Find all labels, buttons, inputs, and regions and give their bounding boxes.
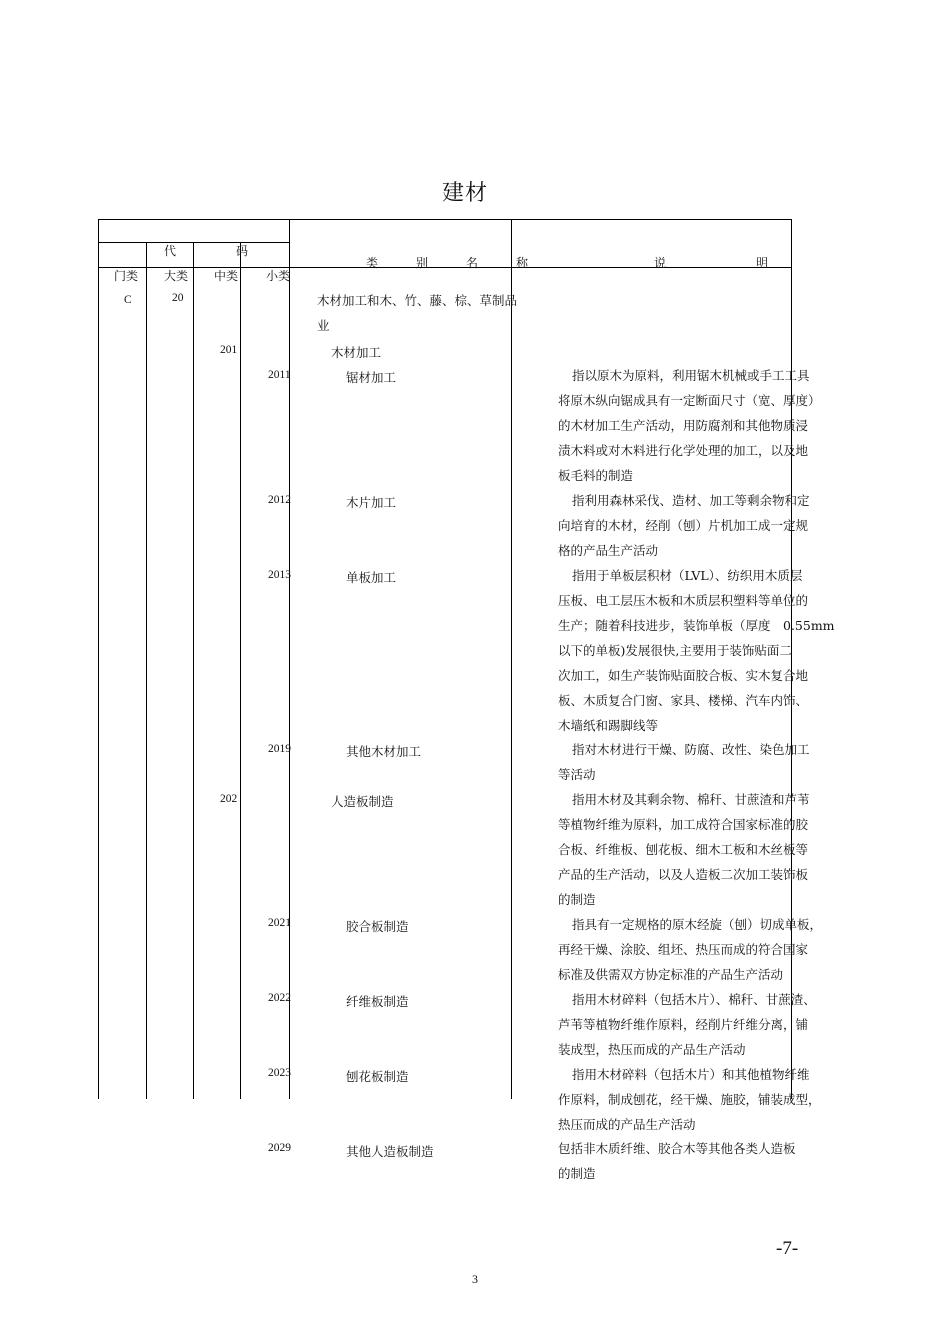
- description-line: 板、木质复合门窗、家具、楼梯、汽车内饰、: [558, 693, 809, 708]
- description-line: 将原木纵向锯成具有一定断面尺寸（宽、厚度）: [558, 393, 821, 408]
- description: [558, 912, 822, 987]
- description-line: 装成型，热压而成的产品生产活动: [558, 1042, 746, 1057]
- header-xiao: 小类: [266, 269, 291, 283]
- description-line: 生产；随着科技进步，装饰单板（厚度 0.55mm: [558, 618, 835, 633]
- description-line: 渍木料或对木料进行化学处理的加工，以及地: [558, 443, 809, 458]
- category-name: 木片加工: [346, 495, 397, 510]
- name-line: 木材加工和木、竹、藤、棕、草制品: [317, 293, 518, 308]
- description-line: 的制造: [558, 1166, 596, 1181]
- description-line: 指具有一定规格的原木经旋（刨）切成单板，: [572, 917, 823, 932]
- description-line: 木墙纸和踢脚线等: [558, 718, 659, 733]
- description-line: 指用木材及其剩余物、棉秆、甘蔗渣和芦苇: [572, 792, 810, 807]
- table-left-border: [98, 219, 99, 1099]
- description: [558, 987, 816, 1062]
- description-line: 热压而成的产品生产活动: [558, 1117, 696, 1132]
- description: [558, 1062, 821, 1137]
- description: [558, 363, 821, 488]
- table-top-border: [98, 219, 792, 220]
- description-line: 以下的单板)发展很快,主要用于装饰贴面二: [558, 643, 792, 658]
- description-line: 的制造: [558, 892, 596, 907]
- description-line: 指用木材碎料（包括木片）、棉秆、甘蔗渣、: [572, 992, 816, 1007]
- column-divider-zhong-xiao: [240, 242, 241, 1099]
- page-title: 建材: [441, 181, 488, 206]
- xiao-code: 2012: [268, 494, 291, 506]
- description-line: 指用于单板层积材（LVL）、纺织用木质层: [572, 568, 803, 583]
- description-line: 等植物纤维为原料，加工成符合国家标准的胶: [558, 817, 809, 832]
- category-name: 胶合板制造: [346, 919, 409, 934]
- xiao-code: 2013: [268, 569, 291, 581]
- description: [558, 787, 810, 912]
- description: [558, 737, 810, 787]
- category-name: 人造板制造: [331, 794, 394, 809]
- description-line: 指利用森林采伐、造材、加工等剩余物和定: [572, 493, 810, 508]
- description-line: 合板、纤维板、刨花板、细木工板和木丝板等: [558, 842, 809, 857]
- da-code: 20: [172, 292, 184, 304]
- header-men: 门类: [114, 269, 139, 283]
- header-code-dai: 代: [164, 244, 177, 258]
- description-line: 等活动: [558, 767, 596, 782]
- description: [558, 488, 810, 563]
- description-line: 作原料，制成刨花，经干燥、施胶，铺装成型，: [558, 1092, 821, 1107]
- description-line: 的木材加工生产活动，用防腐剂和其他物质浸: [558, 418, 809, 433]
- description-line: 指以原木为原料，利用锯木机械或手工工具: [572, 368, 810, 383]
- zhong-code: 201: [220, 344, 238, 356]
- xiao-code: 2022: [268, 992, 291, 1004]
- column-divider-da-zhong: [193, 242, 194, 1099]
- header-da: 大类: [164, 269, 189, 283]
- description-line: 次加工，如生产装饰贴面胶合板、实木复合地: [558, 668, 809, 683]
- xiao-code: 2019: [268, 743, 291, 755]
- column-divider-code-name: [289, 219, 290, 1099]
- description: [558, 1136, 796, 1186]
- name-line: 业: [317, 318, 330, 333]
- description: [558, 563, 835, 738]
- category-name: 其他人造板制造: [346, 1144, 434, 1159]
- header-code-ma: 码: [236, 244, 249, 258]
- description-line: 指对木材进行干燥、防腐、改性、染色加工: [572, 742, 810, 757]
- header-zhong: 中类: [214, 269, 239, 283]
- description-line: 板毛料的制造: [558, 468, 634, 483]
- description-line: 格的产品生产活动: [558, 543, 659, 558]
- column-divider-men-da: [146, 242, 147, 1099]
- category-name: 刨花板制造: [346, 1069, 409, 1084]
- description-line: 压板、电工层压木板和木质层积塑料等单位的: [558, 593, 809, 608]
- page-number-footer: -7-: [776, 1238, 799, 1259]
- category-name: 其他木材加工: [346, 744, 422, 759]
- xiao-code: 2023: [268, 1067, 291, 1079]
- category-name: [317, 288, 517, 338]
- column-divider-name-desc: [511, 219, 512, 1099]
- zhong-code: 202: [220, 793, 238, 805]
- description-line: 产品的生产活动，以及人造板二次加工装饰板: [558, 867, 809, 882]
- header-description: 说 明: [654, 256, 791, 270]
- category-name: 纤维板制造: [346, 994, 409, 1009]
- xiao-code: 2029: [268, 1142, 291, 1154]
- header-category-name: 类 别 名 称: [366, 256, 542, 270]
- xiao-code: 2011: [268, 369, 291, 381]
- description-line: 再经干燥、涂胶、组坯、热压而成的符合国家: [558, 942, 809, 957]
- description-line: 向培育的木材，经削（刨）片机加工成一定规: [558, 518, 809, 533]
- description-line: 芦苇等植物纤维作原料，经削片纤维分离，铺: [558, 1017, 809, 1032]
- xiao-code: 2021: [268, 917, 291, 929]
- category-name: 锯材加工: [346, 370, 397, 385]
- description-line: 包括非木质纤维、胶合木等其他各类人造板: [558, 1141, 796, 1156]
- category-name: 木材加工: [331, 345, 382, 360]
- category-name: 单板加工: [346, 570, 397, 585]
- page-number-bottom: 3: [472, 1272, 478, 1286]
- description-line: 指用木材碎料（包括木片）和其他植物纤维: [572, 1067, 810, 1082]
- description-line: 标准及供需双方协定标准的产品生产活动: [558, 967, 784, 982]
- men-code: C: [124, 294, 132, 306]
